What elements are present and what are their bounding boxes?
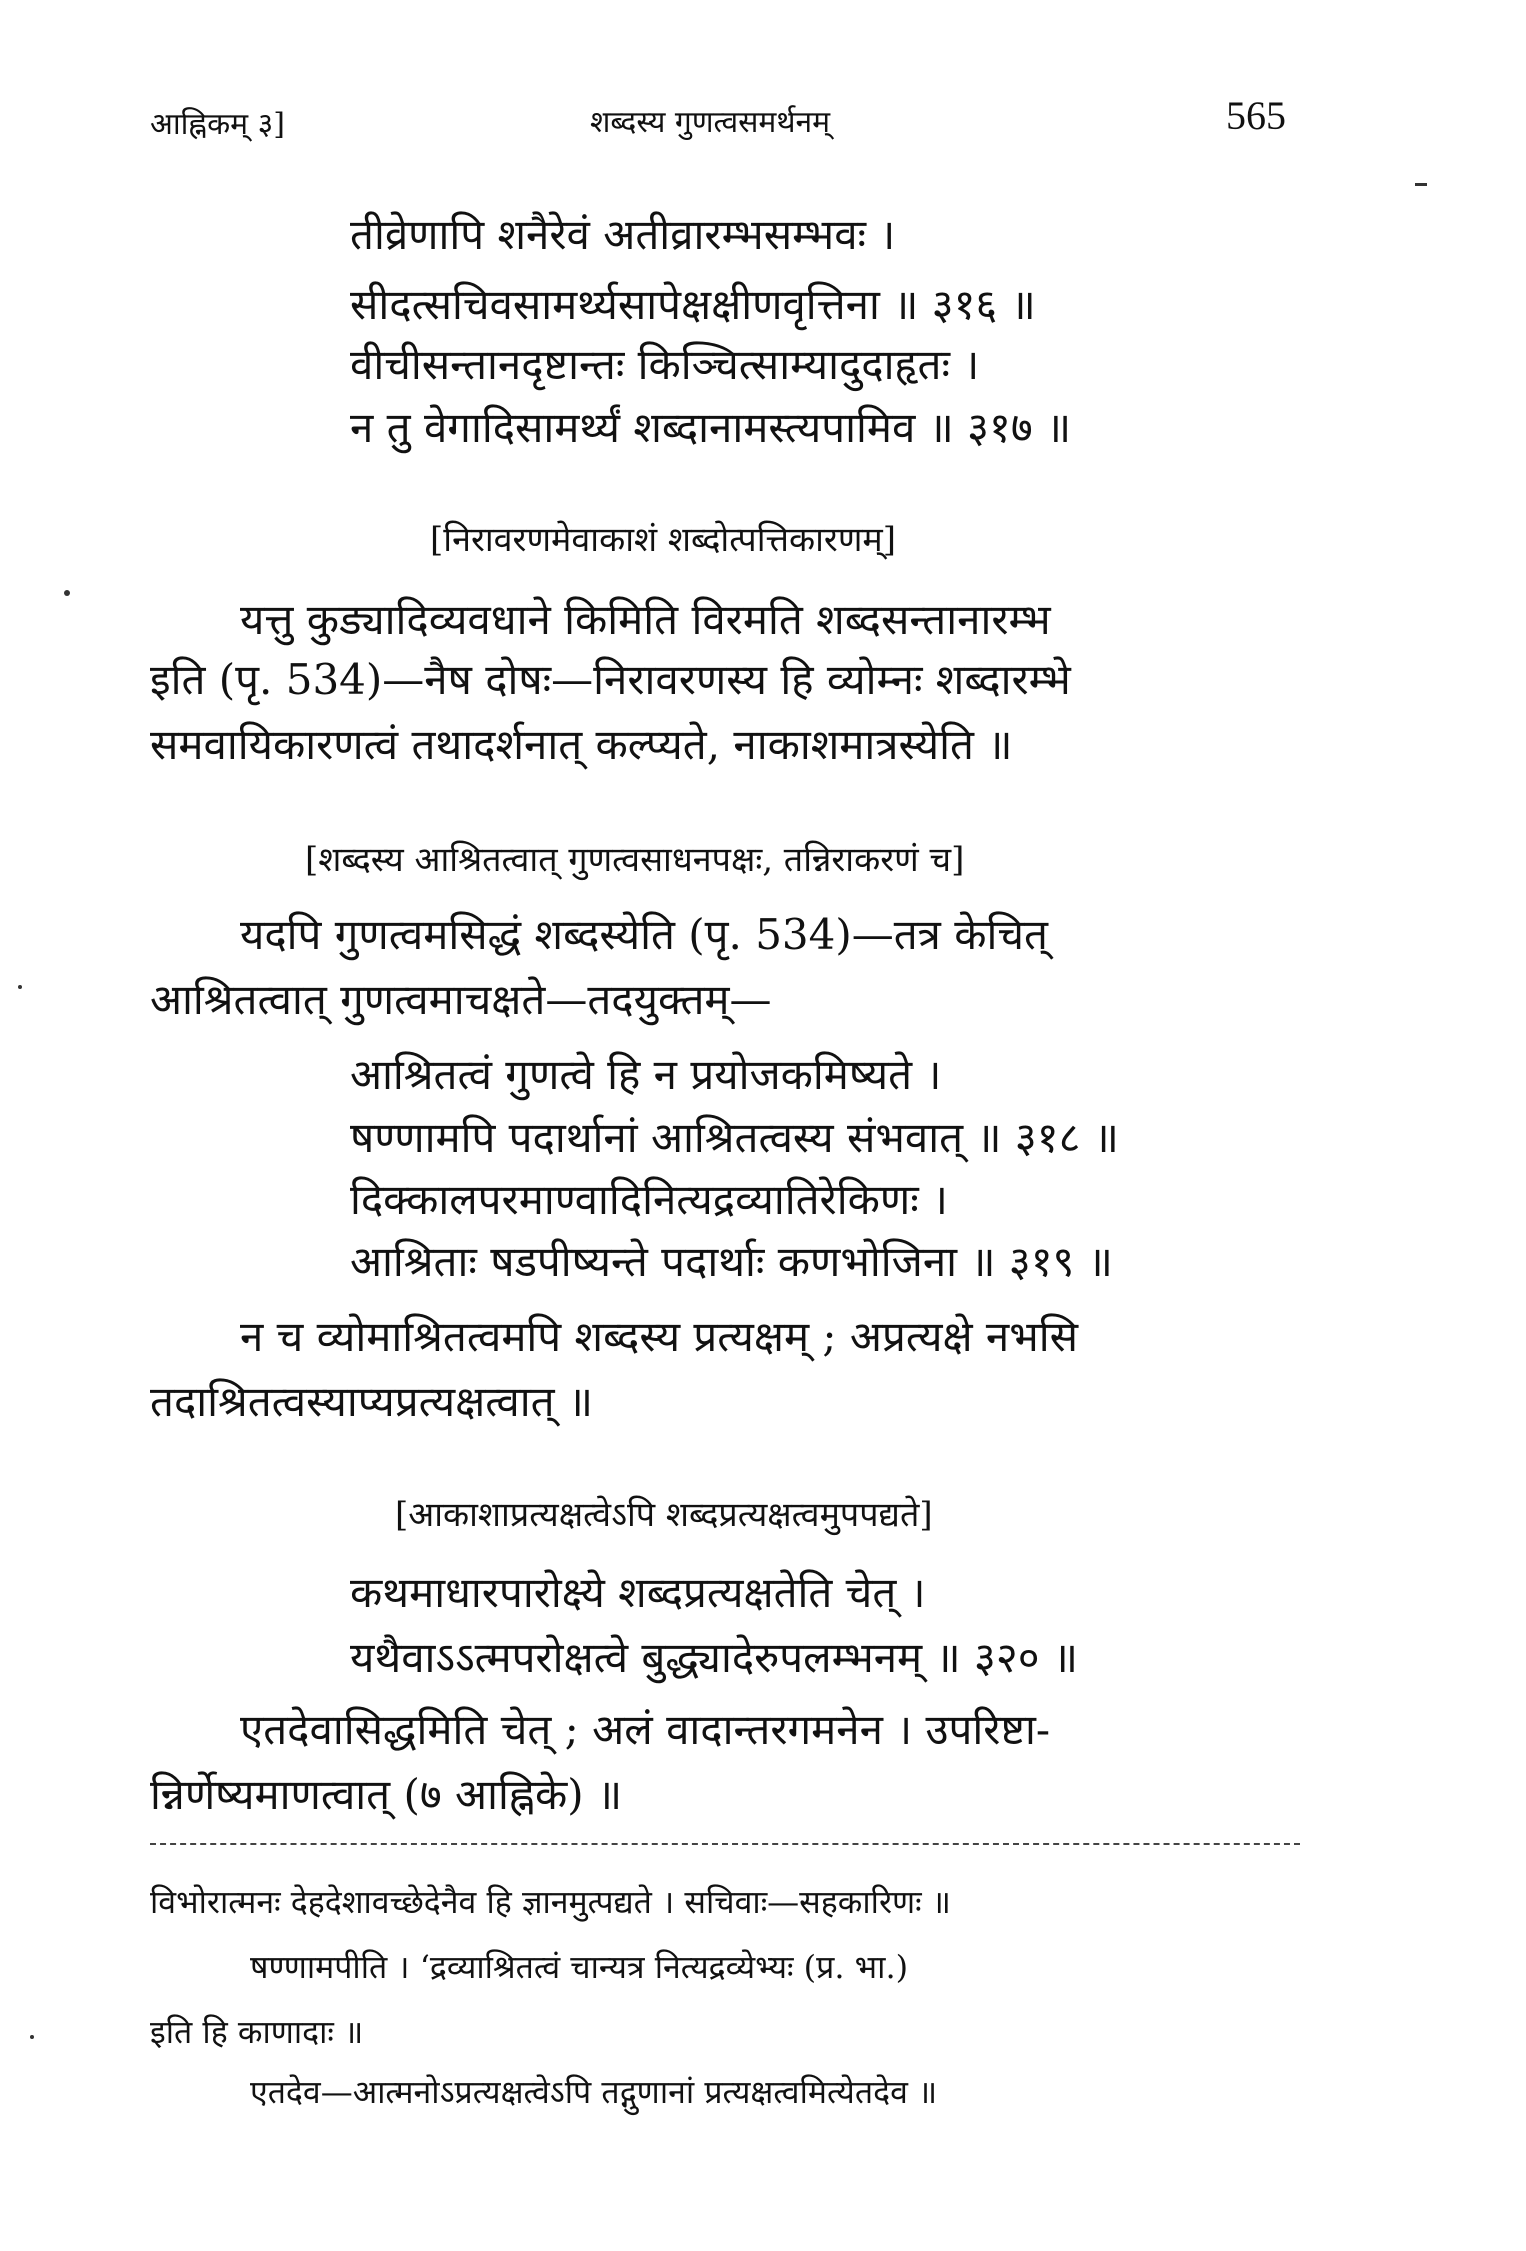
- verse-line: न तु वेगादिसामर्थ्यं शब्दानामस्त्यपामिव ॥ ३१७ ॥: [350, 403, 1072, 452]
- verse-line: वीचीसन्तानदृष्टान्तः किञ्चित्साम्यादुदाहृतः ।: [350, 340, 980, 389]
- print-speck: [1415, 183, 1427, 186]
- verse-line: सीदत्सचिवसामर्थ्यसापेक्षक्षीणवृत्तिना ॥ ३१६ ॥: [350, 280, 1036, 329]
- header-title: शब्दस्य गुणत्वसमर्थनम्: [590, 105, 831, 140]
- footnote-line: षण्णामपीति । ‘द्रव्याश्रितत्वं चान्यत्र नित्यद्रव्येभ्यः (प्र. भा.): [250, 1948, 909, 1986]
- verse-line: तीव्रेणापि शनैरेवं अतीव्रारम्भसम्भवः ।: [350, 210, 896, 259]
- prose-line: न्निर्णेष्यमाणत्वात् (७ आह्निके) ॥: [150, 1770, 623, 1819]
- section-caption: [निरावरणमेवाकाशं शब्दोत्पत्तिकारणम्]: [430, 520, 897, 560]
- verse-line: आश्रिताः षडपीष्यन्ते पदार्थाः कणभोजिना ॥ ३१९ ॥: [350, 1237, 1113, 1286]
- footnote-line: इति हि काणादाः ॥: [150, 2013, 364, 2051]
- scan-speck: [30, 2035, 34, 2039]
- header-left: आह्निकम् ३]: [150, 107, 285, 142]
- prose-line: इति (पृ. 534)—नैष दोषः—निरावरणस्य हि व्योम्नः शब्दारम्भे: [150, 655, 1071, 704]
- page-number: 565: [1226, 93, 1286, 138]
- verse-line: कथमाधारपारोक्ष्ये शब्दप्रत्यक्षतेति चेत् ।: [350, 1568, 926, 1617]
- section-caption: [शब्दस्य आश्रितत्वात् गुणत्वसाधनपक्षः, तन्निराकरणं च]: [305, 840, 965, 880]
- prose-line: न च व्योमाश्रितत्वमपि शब्दस्य प्रत्यक्षम् ; अप्रत्यक्षे नभसि: [240, 1312, 1079, 1361]
- section-caption: [आकाशाप्रत्यक्षत्वेऽपि शब्दप्रत्यक्षत्वमुपपद्यते]: [395, 1495, 933, 1535]
- footnote-separator: [150, 1843, 1300, 1845]
- prose-line: आश्रितत्वात् गुणत्वमाचक्षते—तदयुक्तम्—: [150, 975, 772, 1024]
- verse-line: दिक्कालपरमाण्वादिनित्यद्रव्यातिरेकिणः ।: [350, 1175, 948, 1224]
- prose-line: एतदेवासिद्धमिति चेत् ; अलं वादान्तरगमनेन । उपरिष्टा-: [240, 1705, 1051, 1754]
- prose-line: समवायिकारणत्वं तथादर्शनात् कल्प्यते, नाकाशमात्रस्येति ॥: [150, 720, 1013, 769]
- footnote-line: विभोरात्मनः देहदेशावच्छेदेनैव हि ज्ञानमुत्पद्यते । सचिवाः—सहकारिणः ॥: [150, 1883, 951, 1921]
- verse-line: यथैवाऽऽत्मपरोक्षत्वे बुद्ध्यादेरुपलम्भनम् ॥ ३२० ॥: [350, 1633, 1079, 1682]
- scan-speck: [64, 590, 70, 596]
- footnote-line: एतदेव—आत्मनोऽप्रत्यक्षत्वेऽपि तद्गुणानां प्रत्यक्षत्वमित्येतदेव ॥: [250, 2073, 938, 2111]
- verse-line: षण्णामपि पदार्थानां आश्रितत्वस्य संभवात् ॥ ३१८ ॥: [350, 1113, 1119, 1162]
- scan-speck: [18, 985, 22, 989]
- verse-line: आश्रितत्वं गुणत्वे हि न प्रयोजकमिष्यते ।: [350, 1050, 942, 1099]
- prose-line: तदाश्रितत्वस्याप्यप्रत्यक्षत्वात् ॥: [150, 1377, 594, 1426]
- prose-line: यदपि गुणत्वमसिद्धं शब्दस्येति (पृ. 534)—तत्र केचित्: [240, 910, 1048, 959]
- prose-line: यत्तु कुड्यादिव्यवधाने किमिति विरमति शब्दसन्तानारम्भ: [240, 595, 1051, 644]
